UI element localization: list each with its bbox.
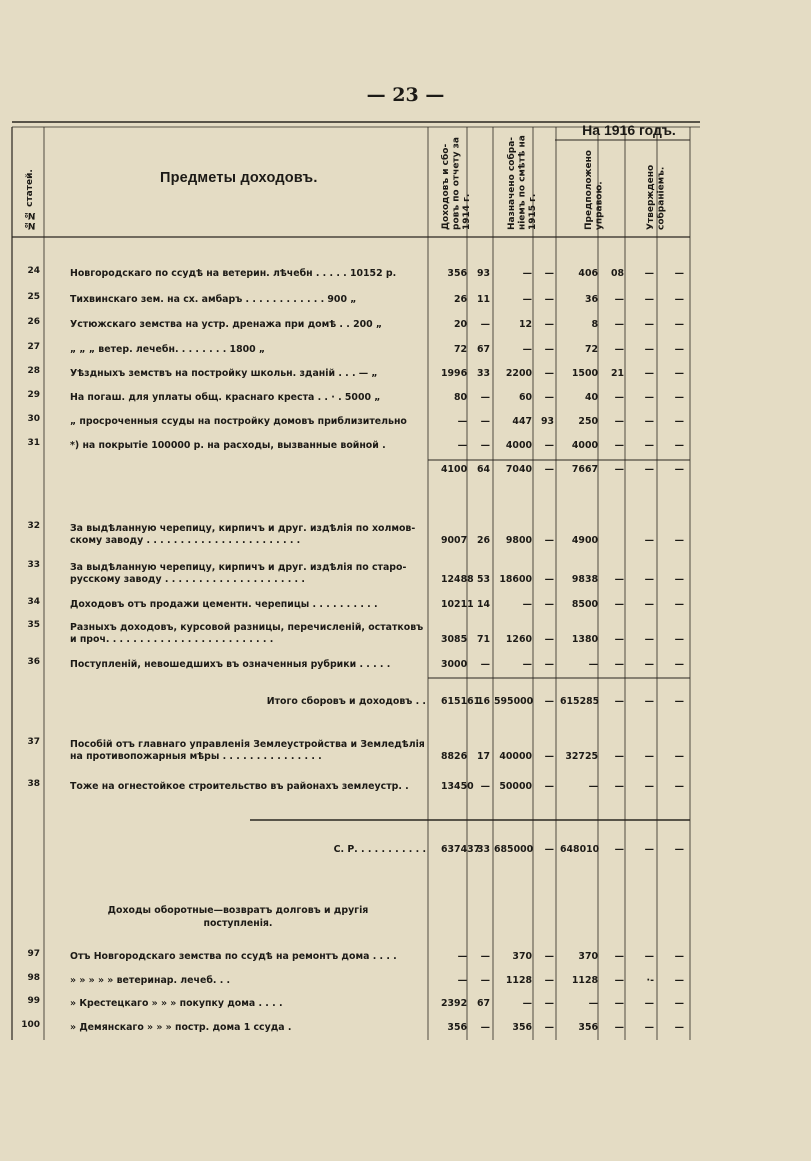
row-number: 29 (27, 390, 40, 400)
value-k3: — (614, 464, 624, 475)
value-c4: — (644, 416, 654, 427)
row-description: на противопожарныя мѣры . . . . . . . . . . . . . . . (70, 751, 322, 762)
value-k1: 16 (476, 696, 490, 707)
row-number: 31 (27, 438, 40, 448)
row-description: » Демянскаго » » » постр. дома 1 ссуда . (70, 1022, 292, 1033)
value-c2: — (522, 268, 532, 279)
value-k4: — (674, 319, 684, 330)
value-k1: — (480, 659, 490, 670)
value-k4: — (674, 344, 684, 355)
value-c3: 32725 (565, 751, 598, 762)
value-k3: — (614, 1022, 624, 1033)
value-k3: — (614, 781, 624, 792)
row-number: 100 (21, 1020, 40, 1030)
header-col-1914: Доходовъ и сбо- ровъ по отчету за 1914 г. (441, 137, 472, 230)
value-k4: — (674, 294, 684, 305)
value-k1: 67 (476, 344, 490, 355)
value-c1: — (457, 416, 467, 427)
value-k1: 67 (476, 998, 490, 1009)
value-k4: — (674, 844, 684, 855)
value-c4: — (644, 440, 654, 451)
header-col-1915: Назначено собра- ніемъ по смѣтѣ на 1915 г. (507, 135, 538, 230)
value-c1: 12488 (441, 574, 474, 585)
value-c3: 4900 (571, 535, 598, 546)
row-description: русскому заводу . . . . . . . . . . . . . . . . . . . . . (70, 574, 305, 585)
value-c4: — (644, 344, 654, 355)
value-c2: 60 (518, 392, 532, 403)
value-k3: — (614, 696, 624, 707)
value-k2: — (544, 975, 554, 986)
value-k2: — (544, 294, 554, 305)
value-c2: — (522, 998, 532, 1009)
value-k2: — (544, 464, 554, 475)
value-c3: — (588, 781, 598, 792)
value-c2: 595000 (494, 696, 534, 707)
value-c3: 40 (584, 392, 598, 403)
value-k4: — (674, 440, 684, 451)
value-c3: 7667 (571, 464, 598, 475)
value-c2: 1128 (505, 975, 532, 986)
value-k3: 21 (610, 368, 624, 379)
value-c4: — (644, 319, 654, 330)
value-c2: 685000 (494, 844, 534, 855)
row-number: 99 (27, 996, 40, 1006)
value-k2: — (544, 319, 554, 330)
value-k1: 33 (476, 368, 490, 379)
value-c4: — (644, 634, 654, 645)
value-k2: — (544, 951, 554, 962)
value-c3: 8500 (571, 599, 598, 610)
value-k4: — (674, 392, 684, 403)
value-k1: 53 (476, 574, 490, 585)
value-c3: 648010 (560, 844, 600, 855)
value-k1: 93 (476, 268, 490, 279)
header-subject: Предметы доходовъ. (160, 170, 318, 186)
row-number: 35 (27, 620, 40, 630)
row-number: 36 (27, 657, 40, 667)
value-c4: — (644, 998, 654, 1009)
row-number: 37 (27, 737, 40, 747)
value-c2: 1260 (505, 634, 532, 645)
row-description: С. Р. . . . . . . . . . . (333, 844, 426, 855)
value-c3: — (588, 998, 598, 1009)
row-description: Отъ Новгородскаго земства по ссудѣ на ремонтъ дома . . . . (70, 951, 397, 962)
page-number: — 23 — (366, 84, 445, 106)
value-c1: 8826 (441, 751, 468, 762)
value-k2: 93 (540, 416, 554, 427)
row-number: 25 (27, 292, 40, 302)
row-description: Уѣздныхъ земствъ на постройку школьн. зданій . . . — „ (70, 368, 378, 379)
value-k2: — (544, 696, 554, 707)
value-k3: — (614, 634, 624, 645)
row-description: Пособій отъ главнаго управленія Землеустройства и Земледѣлія (70, 739, 425, 750)
row-number: 28 (27, 366, 40, 376)
value-k4: — (674, 599, 684, 610)
value-c1: 3085 (441, 634, 468, 645)
row-description: и проч. . . . . . . . . . . . . . . . . . . . . . . . . (70, 634, 274, 645)
value-k4: — (674, 659, 684, 670)
value-k2: — (544, 535, 554, 546)
value-c1: 637437 (441, 844, 481, 855)
value-k1: — (480, 319, 490, 330)
value-c1: 356 (447, 1022, 467, 1033)
value-k1: — (480, 975, 490, 986)
row-number: 26 (27, 317, 40, 327)
value-c3: 1500 (571, 368, 598, 379)
value-c2: 12 (518, 319, 532, 330)
value-c1: 72 (453, 344, 467, 355)
value-c1: — (457, 951, 467, 962)
row-number: 24 (27, 266, 40, 276)
value-k1: 33 (476, 844, 490, 855)
value-k1: 17 (476, 751, 490, 762)
row-number: 30 (27, 414, 40, 424)
value-c4: — (644, 751, 654, 762)
value-c2: 356 (512, 1022, 532, 1033)
value-c4: — (644, 599, 654, 610)
value-k2: — (544, 781, 554, 792)
value-c4: ·- (646, 975, 654, 986)
value-c1: 9007 (441, 535, 468, 546)
row-description: „ „ „ ветер. лечебн. . . . . . . . 1800 „ (70, 344, 266, 355)
value-c4: — (644, 844, 654, 855)
row-description: Тоже на огнестойкое строительство въ районахъ землеустр. . (70, 781, 409, 792)
value-c2: 7040 (505, 464, 532, 475)
value-k3: — (614, 998, 624, 1009)
value-c4: — (644, 659, 654, 670)
value-k4: — (674, 574, 684, 585)
value-c3: 1380 (571, 634, 598, 645)
value-c3: 36 (584, 294, 598, 305)
value-k3: — (614, 751, 624, 762)
value-c2: 50000 (499, 781, 532, 792)
value-k4: — (674, 416, 684, 427)
value-c2: 40000 (499, 751, 532, 762)
value-k4: — (674, 696, 684, 707)
row-description: Доходовъ отъ продажи цементн. черепицы . . . . . . . . . . (70, 599, 378, 610)
row-number: 98 (27, 973, 40, 983)
header-row-number: №№ статей. (25, 169, 35, 230)
value-c1: 3000 (441, 659, 468, 670)
value-c4: — (644, 268, 654, 279)
value-c2: 9800 (505, 535, 532, 546)
value-k3: — (614, 975, 624, 986)
value-k1: 14 (476, 599, 490, 610)
row-description: „ просроченныя ссуды на постройку домовъ приблизительно (70, 416, 407, 427)
row-description: скому заводу . . . . . . . . . . . . . . . . . . . . . . . (70, 535, 301, 546)
value-k3: — (614, 392, 624, 403)
section-title-line-2: поступленія. (203, 918, 273, 929)
value-k1: — (480, 416, 490, 427)
value-k1: — (480, 951, 490, 962)
value-k3: 08 (610, 268, 624, 279)
value-c3: 9838 (571, 574, 598, 585)
row-number: 34 (27, 597, 40, 607)
value-c2: — (522, 344, 532, 355)
value-k1: 64 (476, 464, 490, 475)
value-c1: 10211 (441, 599, 474, 610)
value-k3: — (614, 416, 624, 427)
value-k1: 11 (476, 294, 490, 305)
value-k2: — (544, 392, 554, 403)
value-c2: — (522, 599, 532, 610)
value-k2: — (544, 344, 554, 355)
value-c3: 406 (578, 268, 598, 279)
value-c2: — (522, 659, 532, 670)
value-c1: 2392 (441, 998, 468, 1009)
value-c1: — (457, 975, 467, 986)
value-k3: — (614, 951, 624, 962)
value-c2: 370 (512, 951, 532, 962)
row-description: *) на покрытіе 100000 р. на расходы, вызванные войной . (70, 440, 386, 451)
value-k3: — (614, 659, 624, 670)
row-number: 97 (27, 949, 40, 959)
value-k4: — (674, 975, 684, 986)
value-c3: 370 (578, 951, 598, 962)
value-k2: — (544, 634, 554, 645)
value-c1: 615161 (441, 696, 481, 707)
value-c4: — (644, 951, 654, 962)
value-k1: 26 (476, 535, 490, 546)
value-c4: — (644, 464, 654, 475)
value-k4: — (674, 781, 684, 792)
value-k1: — (480, 1022, 490, 1033)
row-description: За выдѣланную черепицу, кирпичъ и друг. издѣлія по холмов- (70, 523, 416, 534)
value-c4: — (644, 535, 654, 546)
value-c2: 18600 (499, 574, 532, 585)
value-k3: — (614, 294, 624, 305)
value-k4: — (674, 464, 684, 475)
value-k3: — (614, 599, 624, 610)
value-c3: 250 (578, 416, 598, 427)
value-k1: 71 (476, 634, 490, 645)
row-description: Разныхъ доходовъ, курсовой разницы, перечисленій, остатковъ (70, 622, 424, 633)
value-c3: 356 (578, 1022, 598, 1033)
header-year-1916: На 1916 годъ. (582, 122, 676, 138)
value-c1: 13450 (441, 781, 474, 792)
row-description: Устюжскаго земства на устр. дренажа при домѣ . . 200 „ (70, 319, 383, 330)
row-description: Поступленій, невошедшихъ въ означенныя рубрики . . . . . (70, 659, 391, 670)
value-c2: 4000 (505, 440, 532, 451)
value-c2: — (522, 294, 532, 305)
value-k3: — (614, 574, 624, 585)
value-c1: 80 (453, 392, 467, 403)
row-number: 32 (27, 521, 40, 531)
value-c1: 26 (453, 294, 467, 305)
value-k1: — (480, 440, 490, 451)
value-k3: — (614, 440, 624, 451)
value-c4: — (644, 368, 654, 379)
row-number: 27 (27, 342, 40, 352)
row-description: Новгородскаго по ссудѣ на ветерин. лѣчебн . . . . . 10152 р. (70, 268, 397, 279)
value-c4: — (644, 294, 654, 305)
value-k3: — (614, 344, 624, 355)
value-k2: — (544, 998, 554, 1009)
value-k2: — (544, 440, 554, 451)
value-k2: — (544, 751, 554, 762)
value-c3: 72 (584, 344, 598, 355)
value-k4: — (674, 751, 684, 762)
value-k4: — (674, 535, 684, 546)
section-title-line-1: Доходы оборотные—возвратъ долговъ и другія (107, 905, 369, 916)
row-description: За выдѣланную черепицу, кирпичъ и друг. издѣлія по старо- (70, 562, 407, 573)
row-number: 33 (27, 560, 40, 570)
value-c3: 1128 (571, 975, 598, 986)
row-description: На погаш. для уплаты общ. краснаго креста . . · . 5000 „ (70, 392, 381, 403)
value-c4: — (644, 696, 654, 707)
value-k1: — (480, 781, 490, 792)
value-k4: — (674, 1022, 684, 1033)
value-k2: — (544, 368, 554, 379)
value-k2: — (544, 268, 554, 279)
value-c2: 2200 (505, 368, 532, 379)
value-c1: — (457, 440, 467, 451)
value-c3: 8 (591, 319, 598, 330)
value-c3: — (588, 659, 598, 670)
value-k3: — (614, 319, 624, 330)
value-k2: — (544, 574, 554, 585)
row-number: 38 (27, 779, 40, 789)
value-c4: — (644, 781, 654, 792)
value-c1: 356 (447, 268, 467, 279)
header-col-proposed: Предположено управою. (584, 150, 605, 230)
value-c4: — (644, 574, 654, 585)
value-k2: — (544, 844, 554, 855)
row-description: » » » » » ветеринар. лечеб. . . (70, 975, 231, 986)
value-k4: — (674, 951, 684, 962)
value-c4: — (644, 392, 654, 403)
value-k2: — (544, 659, 554, 670)
value-k2: — (544, 599, 554, 610)
value-k2: — (544, 1022, 554, 1033)
header-col-approved: Утверждено собраніемъ. (646, 164, 667, 230)
value-c3: 4000 (571, 440, 598, 451)
value-k4: — (674, 634, 684, 645)
row-description: Тихвинскаго зем. на сх. амбаръ . . . . . . . . . . . . 900 „ (70, 294, 357, 305)
value-c3: 615285 (560, 696, 600, 707)
value-k1: — (480, 392, 490, 403)
value-c4: — (644, 1022, 654, 1033)
value-c1: 1996 (441, 368, 468, 379)
row-description: Итого сборовъ и доходовъ . . (266, 696, 426, 707)
row-description: » Крестецкаго » » » покупку дома . . . . (70, 998, 283, 1009)
value-k4: — (674, 268, 684, 279)
value-c1: 4100 (441, 464, 468, 475)
value-c2: 447 (512, 416, 532, 427)
value-k4: — (674, 998, 684, 1009)
value-k3: — (614, 844, 624, 855)
value-k4: — (674, 368, 684, 379)
value-c1: 20 (453, 319, 467, 330)
